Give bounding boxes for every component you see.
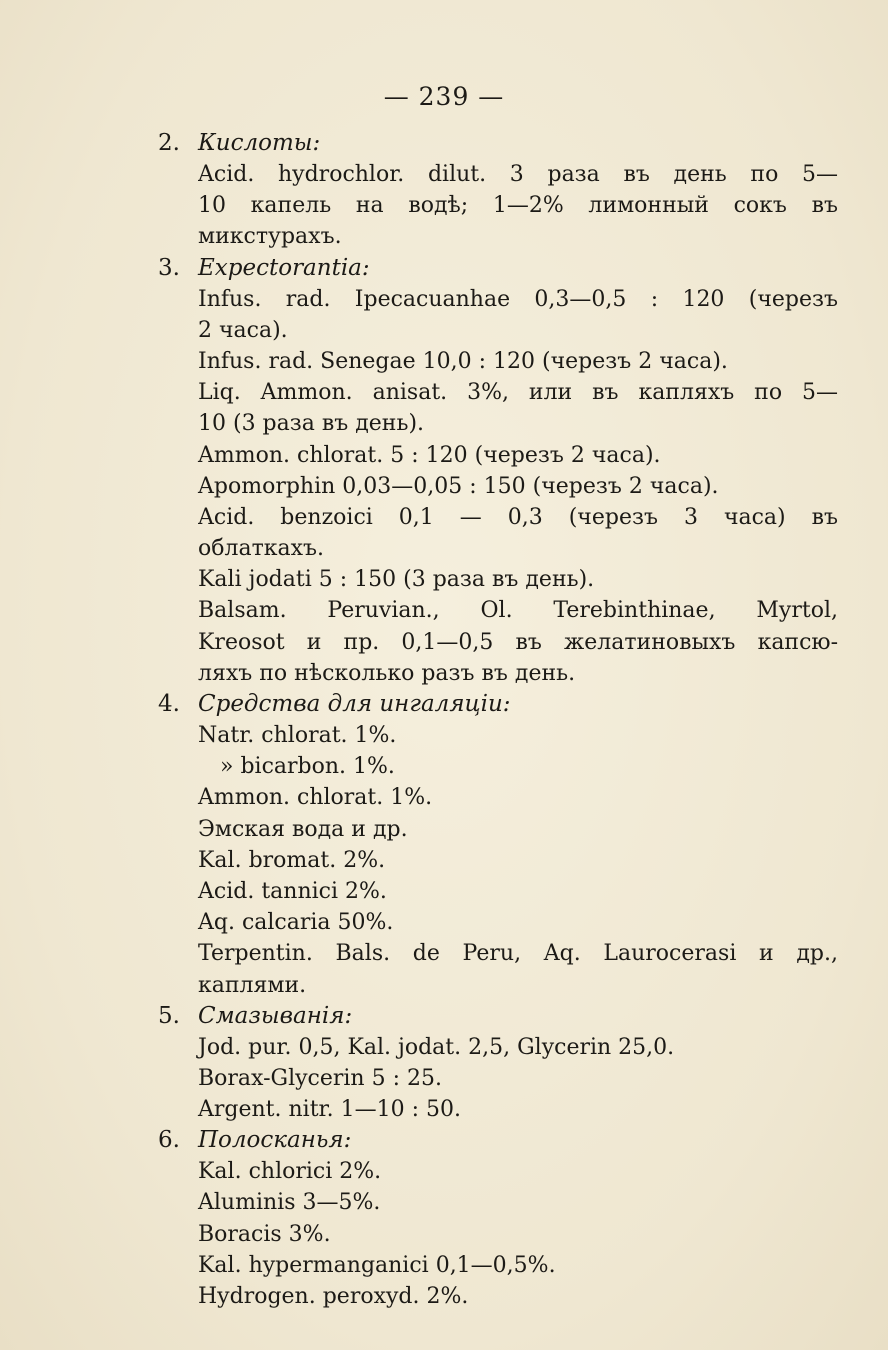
- text-line: Kali jodati 5 : 150 (3 раза въ день).: [198, 567, 595, 593]
- text-line: Hydrogen. peroxyd. 2%.: [198, 1284, 469, 1309]
- section-title: Кислоты:: [198, 130, 321, 156]
- section-4: [158, 1001, 838, 1126]
- section-items: [198, 284, 838, 689]
- text-line: микстурахъ.: [198, 224, 342, 250]
- text-line: Borax-Glycerin 5 : 25.: [198, 1065, 442, 1091]
- text-line: Kal. hypermanganici 0,1—0,5%.: [198, 1252, 556, 1278]
- page-number: — 239 —: [383, 82, 505, 111]
- section-items: [198, 720, 838, 1001]
- section-5: [158, 1125, 838, 1312]
- text-line: Kreosot и пр. 0,1—0,5 въ желатиновыхъ капсю-: [198, 629, 838, 655]
- section-number: 4.: [158, 691, 180, 717]
- section-number: 6.: [158, 1127, 180, 1154]
- section-number: 3.: [158, 254, 180, 281]
- section-heading: [158, 1001, 838, 1032]
- section-3: [158, 689, 838, 1001]
- section-number: 2.: [158, 130, 180, 156]
- text-line: Apomorphin 0,03—0,05 : 150 (черезъ 2 часа).: [198, 473, 719, 499]
- text-line: 10 капель на водѣ; 1—2% лимонный сокъ въ: [198, 193, 838, 219]
- text-line: ляхъ по нѣсколько разъ въ день.: [198, 660, 576, 686]
- text-line: Boracis 3%.: [198, 1221, 331, 1247]
- text-line: Kal. chlorici 2%.: [198, 1159, 382, 1185]
- text-line: 10 (3 раза въ день).: [198, 411, 425, 437]
- section-items: [198, 1156, 838, 1312]
- text-line: Aq. calcaria 50%.: [198, 910, 394, 936]
- text-line: Acid. hydrochlor. dilut. 3 раза въ день по 5—: [198, 162, 838, 187]
- section-heading: [158, 253, 838, 284]
- section-title: Смазыванія:: [198, 1002, 353, 1029]
- text-line: Эмская вода и др.: [198, 816, 408, 842]
- section-heading: [158, 1125, 838, 1156]
- section-items: [198, 159, 838, 253]
- text-line: Terpentin. Bals. de Peru, Aq. Laurocerasi и др.,: [198, 941, 838, 967]
- text-line: Aluminis 3—5%.: [198, 1190, 381, 1216]
- text-line: Jod. pur. 0,5, Kal. jodat. 2,5, Glycerin 25,0.: [198, 1034, 675, 1060]
- section-title: Полосканья:: [198, 1127, 352, 1154]
- text-line: » bicarbon. 1%.: [220, 754, 395, 780]
- text-line: Infus. rad. Ipecacuanhae 0,3—0,5 : 120 (черезъ: [198, 286, 838, 312]
- text-line: Natr. chlorat. 1%.: [198, 723, 397, 748]
- text-line: Argent. nitr. 1—10 : 50.: [198, 1097, 462, 1123]
- text-line: облаткахъ.: [198, 536, 325, 562]
- section-title: Средства для ингаляціи:: [198, 691, 511, 717]
- section-items: [198, 1032, 838, 1126]
- text-line: каплями.: [198, 972, 307, 998]
- text-line: Liq. Ammon. anisat. 3%, или въ капляхъ по 5—: [198, 380, 838, 406]
- text-line: Kal. bromat. 2%.: [198, 847, 386, 873]
- section-heading: [158, 128, 838, 159]
- section-number: 5.: [158, 1002, 180, 1029]
- text-line: Ammon. chlorat. 5 : 120 (черезъ 2 часа).: [198, 442, 661, 468]
- section-1: [158, 128, 838, 253]
- text-line: 2 часа).: [198, 317, 288, 343]
- text-line: Ammon. chlorat. 1%.: [198, 785, 433, 811]
- page-body: [158, 128, 838, 1312]
- text-line: Balsam. Peruvian., Ol. Terebinthinae, Myrtol,: [198, 598, 838, 624]
- section-heading: [158, 689, 838, 720]
- text-line: Infus. rad. Senegae 10,0 : 120 (черезъ 2 часа).: [198, 348, 728, 374]
- section-title: Expectorantia:: [198, 254, 370, 281]
- text-line: Acid. benzoici 0,1 — 0,3 (черезъ 3 часа) въ: [198, 504, 838, 530]
- text-line: Acid. tannici 2%.: [198, 878, 387, 904]
- section-2: [158, 253, 838, 689]
